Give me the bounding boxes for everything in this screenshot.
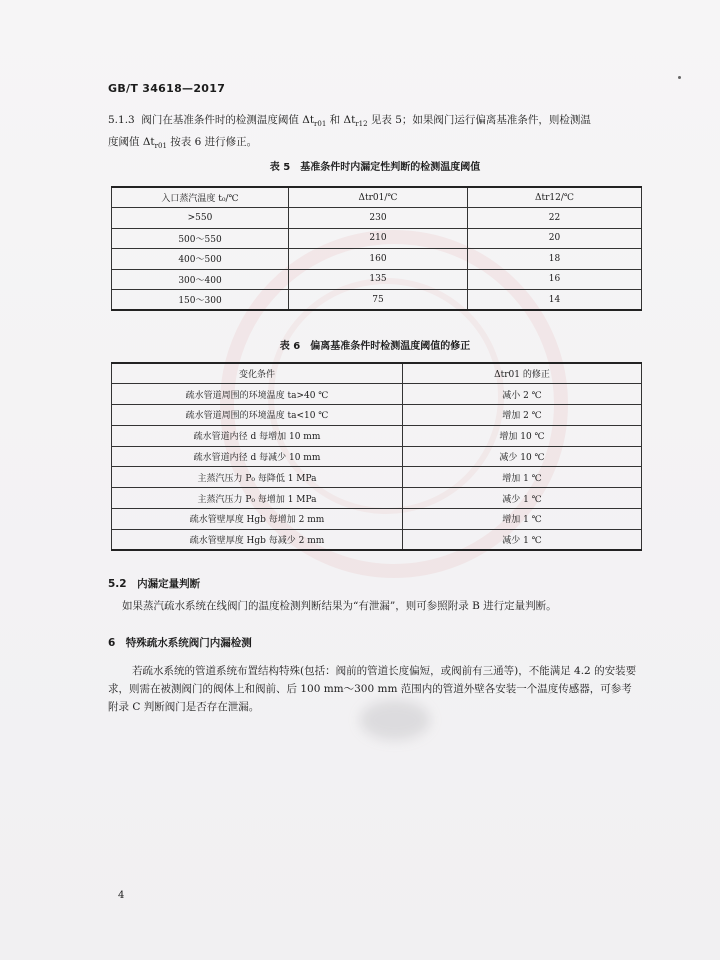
table-cell: 疏水管壁厚度 Hgb 每减少 2 mm xyxy=(112,529,403,550)
table-cell: 增加 10 ℃ xyxy=(403,425,642,446)
clause-number: 5.1.3 xyxy=(108,114,135,126)
table5 xyxy=(111,186,642,311)
clause-text-4: 度阈值 Δt xyxy=(108,136,155,149)
table-cell: 150～300 xyxy=(112,290,289,311)
table-row xyxy=(112,208,642,229)
table-cell: 减少 1 ℃ xyxy=(403,529,642,550)
table-cell: 300～400 xyxy=(112,269,289,290)
table-cell: 疏水管壁厚度 Hgb 每增加 2 mm xyxy=(112,509,403,530)
clause-text-5: 按表 6 进行修正。 xyxy=(166,136,258,149)
table6-header: Δtr01 的修正 xyxy=(403,363,642,384)
table-cell: 400～500 xyxy=(112,249,289,270)
subscript: r12 xyxy=(355,120,368,129)
section-6-heading: 6 特殊疏水系统阀门内漏检测 xyxy=(108,637,252,649)
section-5-2-heading: 5.2 内漏定量判断 xyxy=(108,578,201,590)
scan-speck xyxy=(678,76,681,79)
subscript: r01 xyxy=(154,142,167,151)
clause-text-3: 见表 5；如果阀门运行偏离基准条件，则检测温 xyxy=(367,114,591,126)
clause-text-2: 和 Δt xyxy=(326,114,356,126)
table-row xyxy=(112,509,642,530)
table-cell: 疏水管道周围的环境温度 ta<10 ℃ xyxy=(112,405,403,426)
standard-id: GB/T 34618—2017 xyxy=(108,82,226,95)
table-cell: 减少 10 ℃ xyxy=(403,446,642,467)
table6-header-row xyxy=(112,363,642,384)
table-cell: 增加 1 ℃ xyxy=(403,509,642,530)
table5-header: 入口蒸汽温度 t₀/℃ xyxy=(112,187,289,208)
table-row xyxy=(112,446,642,467)
table-cell: 主蒸汽压力 P₀ 每降低 1 MPa xyxy=(112,467,403,488)
table-row xyxy=(112,228,642,249)
clause-text-1: 阀门在基准条件时的检测温度阈值 Δt xyxy=(141,114,315,126)
table6 xyxy=(111,362,642,551)
section-6-text: 若疏水系统的管道系统布置结构特殊(包括：阀前的管道长度偏短，或阀前有三通等)，不能满足 4.2 的安装要求，则需在被测阀门的阀体上和阀前、后 100 mm～300 mm 范围内的管道外壁各安装一个温度传感器，可参考附录 C 判断阀门是否存在泄漏。 xyxy=(108,665,637,713)
table-cell: 14 xyxy=(468,290,642,311)
table-cell: 20 xyxy=(468,228,642,249)
table-cell: 增加 1 ℃ xyxy=(403,467,642,488)
table-cell: 主蒸汽压力 P₀ 每增加 1 MPa xyxy=(112,488,403,509)
table-cell: 75 xyxy=(289,290,468,311)
table-cell: 疏水管道内径 d 每减少 10 mm xyxy=(112,446,403,467)
table-row xyxy=(112,529,642,550)
table5-header: Δtr01/℃ xyxy=(289,187,468,208)
table6-caption: 表 6 偏离基准条件时检测温度阈值的修正 xyxy=(279,341,471,352)
table-cell: 135 xyxy=(289,269,468,290)
table-cell: 疏水管道周围的环境温度 ta>40 ℃ xyxy=(112,384,403,405)
table-row xyxy=(112,405,642,426)
table-cell: >550 xyxy=(112,208,289,229)
page-number: 4 xyxy=(118,890,125,901)
table-row xyxy=(112,467,642,488)
table-row xyxy=(112,269,642,290)
table-row xyxy=(112,290,642,311)
subscript: r01 xyxy=(314,120,327,129)
table5-header: Δtr12/℃ xyxy=(468,187,642,208)
table-cell: 230 xyxy=(289,208,468,229)
table5-header-row xyxy=(112,187,642,208)
table-cell: 22 xyxy=(468,208,642,229)
table-cell: 疏水管道内径 d 每增加 10 mm xyxy=(112,425,403,446)
table6-header: 变化条件 xyxy=(112,363,403,384)
table-cell: 增加 2 ℃ xyxy=(403,405,642,426)
table-cell: 160 xyxy=(289,249,468,270)
table-row xyxy=(112,249,642,270)
table-cell: 减小 2 ℃ xyxy=(403,384,642,405)
table5-caption: 表 5 基准条件时内漏定性判断的检测温度阈值 xyxy=(269,162,481,173)
section-5-2-text: 如果蒸汽疏水系统在线阀门的温度检测判断结果为“有泄漏”，则可参照附录 B 进行定量判断。 xyxy=(122,600,557,612)
table-cell: 500～550 xyxy=(112,228,289,249)
table-row xyxy=(112,425,642,446)
table-row xyxy=(112,488,642,509)
table-cell: 18 xyxy=(468,249,642,270)
table-row xyxy=(112,384,642,405)
table-cell: 16 xyxy=(468,269,642,290)
clause-5-1-3 xyxy=(108,111,628,155)
clause-line-2 xyxy=(108,133,628,155)
table-cell: 减少 1 ℃ xyxy=(403,488,642,509)
table-cell: 210 xyxy=(289,228,468,249)
